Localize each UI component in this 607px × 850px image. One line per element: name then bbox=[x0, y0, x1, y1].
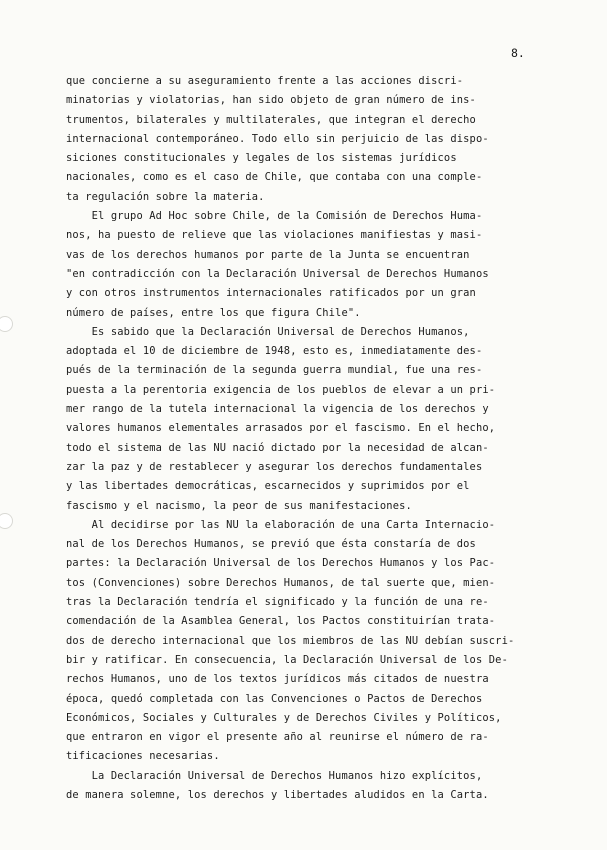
text-line: Al decidirse por las NU la elaboración de una Carta Internacio- bbox=[66, 518, 496, 531]
text-line: ta regulación sobre la materia. bbox=[66, 190, 265, 203]
text-line: trumentos, bilaterales y multilaterales, que integran el derecho bbox=[66, 113, 476, 126]
text-line: rechos Humanos, uno de los textos jurídicos más citados de nuestra bbox=[66, 673, 489, 686]
text-line: zar la paz y de restablecer y asegurar los derechos fundamentales bbox=[66, 460, 483, 473]
text-line: dos de derecho internacional que los miembros de las NU debían suscri- bbox=[66, 634, 515, 647]
text-line: minatorias y violatorias, han sido objeto de gran número de ins- bbox=[66, 94, 476, 107]
text-line: número de países, entre los que figura Chile". bbox=[66, 306, 361, 319]
text-line: pués de la terminación de la segunda guerra mundial, fue una res- bbox=[66, 364, 483, 377]
text-line: comendación de la Asamblea General, los Pactos constituirían trata- bbox=[66, 615, 496, 628]
text-line: El grupo Ad Hoc sobre Chile, de la Comisión de Derechos Huma- bbox=[66, 210, 483, 223]
page-number: 8. bbox=[511, 46, 525, 60]
text-line: vas de los derechos humanos por parte de la Junta se encuentran bbox=[66, 248, 470, 261]
body-text bbox=[66, 72, 551, 805]
text-line: todo el sistema de las NU nació dictado por la necesidad de alcan- bbox=[66, 441, 489, 454]
text-line: bir y ratificar. En consecuencia, la Declaración Universal de los De- bbox=[66, 653, 508, 666]
text-line: "en contradicción con la Declaración Universal de Derechos Humanos bbox=[66, 267, 489, 280]
text-line: partes: la Declaración Universal de los Derechos Humanos y los Pac- bbox=[66, 557, 496, 570]
text-line: Económicos, Sociales y Culturales y de Derechos Civiles y Políticos, bbox=[66, 711, 502, 724]
text-line: que entraron en vigor el presente año al reunirse el número de ra- bbox=[66, 731, 489, 744]
text-line: siciones constitucionales y legales de los sistemas jurídicos bbox=[66, 152, 457, 165]
text-line: nos, ha puesto de relieve que las violaciones manifiestas y masi- bbox=[66, 229, 483, 242]
text-line: puesta a la perentoria exigencia de los pueblos de elevar a un pri- bbox=[66, 383, 496, 396]
text-line: adoptada el 10 de diciembre de 1948, esto es, inmediatamente des- bbox=[66, 345, 483, 358]
text-line: tras la Declaración tendría el significado y la función de una re- bbox=[66, 596, 489, 609]
text-line: de manera solemne, los derechos y libertades aludidos en la Carta. bbox=[66, 788, 489, 801]
text-line: y con otros instrumentos internacionales ratificados por un gran bbox=[66, 287, 476, 300]
text-line: valores humanos elementales arrasados por el fascismo. En el hecho, bbox=[66, 422, 496, 435]
text-line: época, quedó completada con las Convenciones o Pactos de Derechos bbox=[66, 692, 483, 705]
punch-hole-bottom bbox=[0, 513, 13, 529]
text-line: y las libertades democráticas, escarnecidos y suprimidos por el bbox=[66, 480, 470, 493]
text-line: tos (Convenciones) sobre Derechos Humanos, de tal suerte que, mien- bbox=[66, 576, 496, 589]
text-line: tificaciones necesarias. bbox=[66, 750, 220, 763]
text-line: mer rango de la tutela internacional la vigencia de los derechos y bbox=[66, 403, 489, 416]
text-line: que concierne a su aseguramiento frente a las acciones discri- bbox=[66, 75, 464, 87]
text-line: Es sabido que la Declaración Universal de Derechos Humanos, bbox=[66, 325, 470, 338]
text-line: La Declaración Universal de Derechos Humanos hizo explícitos, bbox=[66, 769, 483, 782]
text-line: nal de los Derechos Humanos, se previó que ésta constaría de dos bbox=[66, 538, 476, 551]
text-line: internacional contemporáneo. Todo ello sin perjuicio de las dispo- bbox=[66, 132, 489, 145]
punch-hole-top bbox=[0, 316, 13, 332]
text-line: fascismo y el nacismo, la peor de sus manifestaciones. bbox=[66, 499, 412, 512]
text-line: nacionales, como es el caso de Chile, que contaba con una comple- bbox=[66, 171, 483, 184]
